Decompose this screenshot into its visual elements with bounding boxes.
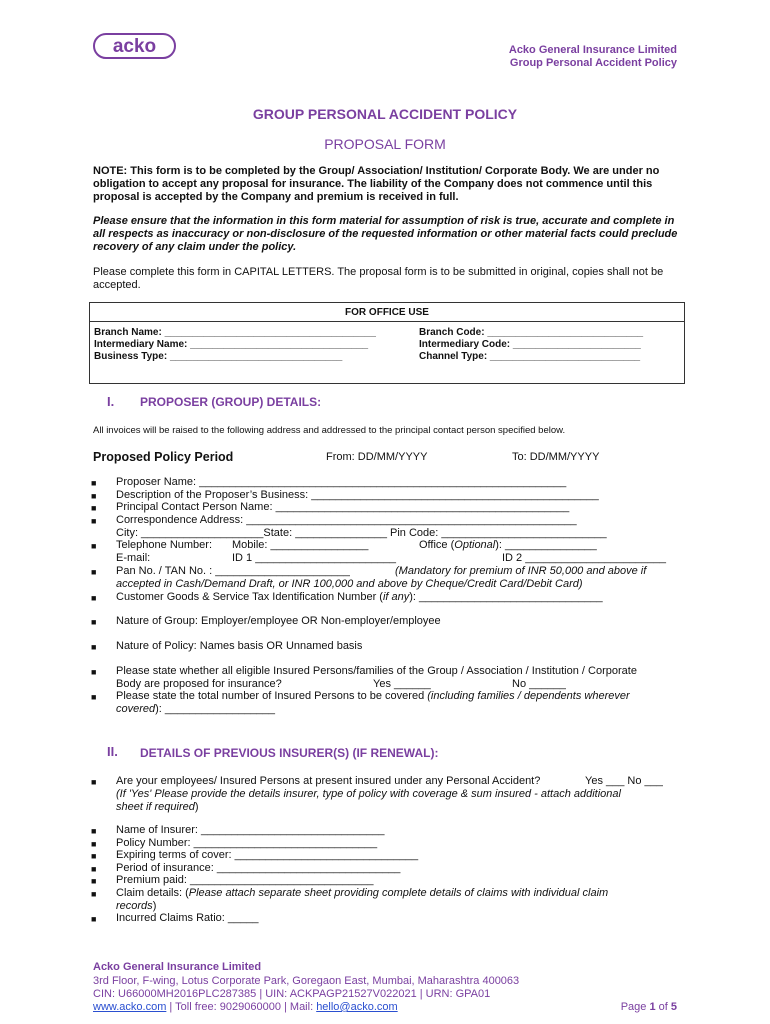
claim-details-field-2: records) <box>116 900 157 912</box>
bullet: ■ <box>91 777 97 787</box>
email-id1-field[interactable]: ID 1 _______________________ <box>232 552 396 564</box>
office-use-title: FOR OFFICE USE <box>345 307 429 318</box>
correspondence-address-field[interactable]: Correspondence Address: ______________________________________________________ <box>116 514 577 526</box>
nature-of-group[interactable]: Nature of Group: Employer/employee OR Non-employer/employee <box>116 615 441 627</box>
office-use-divider <box>90 321 684 322</box>
email-id2-field[interactable]: ID 2 _______________________ <box>502 552 666 564</box>
existing-insurance-note: (If 'Yes' Please provide the details insurer, type of policy with coverage & sum insured - attach additional <box>116 788 621 800</box>
eligible-question: Please state whether all eligible Insured Persons/families of the Group / Association / Institution / Corporate <box>116 665 637 677</box>
ensure-paragraph: Please ensure that the information in this form material for assumption of risk is true, accurate and complete in all respects as inaccuracy or non-disclosure of the requested information or other material facts could preclude recovery of any claim under the policy. <box>93 215 678 253</box>
proposer-name-field[interactable]: Proposer Name: ____________________________________________________________ <box>116 476 567 488</box>
existing-insurance-yes-no[interactable]: Yes ___ No ___ <box>585 775 663 787</box>
footer-contact <box>93 1001 398 1013</box>
existing-insurance-question: Are your employees/ Insured Persons at present insured under any Personal Accident? <box>116 775 541 787</box>
bullet: ■ <box>91 541 97 551</box>
eligible-yes-field[interactable]: Yes ______ <box>373 678 431 690</box>
insurer-name-field[interactable]: Name of Insurer: ______________________________ <box>116 824 385 836</box>
nature-of-policy[interactable]: Nature of Policy: Names basis OR Unnamed basis <box>116 640 363 652</box>
footer-company: Acko General Insurance Limited <box>93 961 262 973</box>
page-subtitle: PROPOSAL FORM <box>324 136 446 152</box>
office-phone-field[interactable]: Office (Optional): _______________ <box>419 539 597 551</box>
mail-link[interactable]: hello@acko.com <box>316 1001 398 1013</box>
header-policy: Group Personal Accident Policy <box>509 57 677 69</box>
intermediary-code-field[interactable]: Intermediary Code: _______________________ <box>419 339 641 350</box>
bullet: ■ <box>91 503 97 513</box>
bullet: ■ <box>91 667 97 677</box>
eligible-question-2: Body are proposed for insurance? <box>116 678 282 690</box>
pan-mandatory-note-2: accepted in Cash/Demand Draft, or INR 100,000 and above by Cheque/Credit Card/Debit Card) <box>116 578 583 590</box>
footer-tollfree: | Toll free: 9029060000 | Mail: <box>166 1001 317 1013</box>
bullet: ■ <box>91 478 97 488</box>
city-state-pin-field[interactable]: City: ____________________State: _______________ Pin Code: ___________________________ <box>116 527 607 539</box>
contact-person-field[interactable]: Principal Contact Person Name: ________________________________________________ <box>116 501 570 513</box>
period-from-field[interactable]: From: DD/MM/YYYY <box>326 451 428 463</box>
footer-address: 3rd Floor, F-wing, Lotus Corporate Park, Goregaon East, Mumbai, Maharashtra 400063 <box>93 975 520 987</box>
mobile-field[interactable]: Mobile: ________________ <box>232 539 369 551</box>
business-description-field[interactable]: Description of the Proposer’s Business: _______________________________________________ <box>116 489 599 501</box>
pan-tan-field[interactable]: Pan No. / TAN No. : ______________________ <box>116 565 350 577</box>
expiring-terms-field[interactable]: Expiring terms of cover: ______________________________ <box>116 849 419 861</box>
bullet: ■ <box>91 567 97 577</box>
channel-type-field[interactable]: Channel Type: ___________________________ <box>419 351 641 362</box>
period-to-field[interactable]: To: DD/MM/YYYY <box>512 451 600 463</box>
total-insured-question: Please state the total number of Insured Persons to be covered (including families / dependents wherever <box>116 690 630 702</box>
website-link[interactable]: www.acko.com <box>93 1001 167 1013</box>
claim-details-field[interactable]: Claim details: (Please attach separate sheet providing complete details of claims with individual claim <box>116 887 609 899</box>
acko-logo <box>93 33 176 59</box>
footer-cin: CIN: U66000MH2016PLC287385 | UIN: ACKPAGP21527V022021 | URN: GPA01 <box>93 988 491 1000</box>
office-use-box <box>89 302 685 384</box>
bullet: ■ <box>91 593 97 603</box>
policy-period-label: Proposed Policy Period <box>93 450 234 464</box>
section1-title: PROPOSER (GROUP) DETAILS: <box>140 395 322 409</box>
section2-number: II. <box>107 744 118 759</box>
section1-number: I. <box>107 394 115 409</box>
total-insured-field[interactable]: covered): __________________ <box>116 703 276 715</box>
header-company: Acko General Insurance Limited <box>508 44 677 56</box>
note-paragraph: NOTE: This form is to be completed by the Group/ Association/ Institution/ Corporate Body. We are under no obligation to accept any proposal for insurance. The liability of the Company does not commence until this proposal is accepted by the Company and premium is received in full. <box>93 165 660 203</box>
business-type-field[interactable]: Business Type: _______________________________ <box>94 351 343 362</box>
page-number: Page 1 of 5 <box>620 1001 677 1013</box>
bullet: ■ <box>91 889 97 899</box>
capital-letters-paragraph: Please complete this form in CAPITAL LETTERS. The proposal form is to be submitted in original, copies shall not be accepted. <box>93 266 664 291</box>
bullet: ■ <box>91 617 97 627</box>
section2-title: DETAILS OF PREVIOUS INSURER(S) (IF RENEWAL): <box>140 746 439 760</box>
bullet: ■ <box>91 864 97 874</box>
bullet: ■ <box>91 826 97 836</box>
bullet: ■ <box>91 692 97 702</box>
pan-mandatory-note: (Mandatory for premium of INR 50,000 and above if <box>395 565 647 577</box>
invoice-note: All invoices will be raised to the following address and addressed to the principal contact person specified below. <box>93 425 566 436</box>
gst-field[interactable]: Customer Goods & Service Tax Identification Number (if any): ______________________________ <box>116 591 603 603</box>
bullet: ■ <box>91 851 97 861</box>
bullet: ■ <box>91 516 97 526</box>
telephone-label: Telephone Number: <box>116 539 213 551</box>
incurred-claims-ratio-field[interactable]: Incurred Claims Ratio: _____ <box>116 912 259 924</box>
branch-name-field[interactable]: Branch Name: ______________________________________ <box>94 327 376 338</box>
period-of-insurance-field[interactable]: Period of insurance: ______________________________ <box>116 862 401 874</box>
page-title: GROUP PERSONAL ACCIDENT POLICY <box>252 106 518 122</box>
eligible-no-field[interactable]: No ______ <box>512 678 566 690</box>
header-info <box>509 44 677 70</box>
branch-code-field[interactable]: Branch Code: ____________________________ <box>419 327 644 338</box>
bullet: ■ <box>91 642 97 652</box>
logo-text: acko <box>112 36 157 57</box>
bullet: ■ <box>91 491 97 501</box>
email-label: E-mail: <box>116 552 151 564</box>
bullet: ■ <box>91 876 97 886</box>
existing-insurance-note-2: sheet if required) <box>116 801 199 813</box>
policy-number-field[interactable]: Policy Number: ______________________________ <box>116 837 378 849</box>
bullet: ■ <box>91 839 97 849</box>
bullet: ■ <box>91 914 97 924</box>
premium-paid-field[interactable]: Premium paid: ______________________________ <box>116 874 374 886</box>
intermediary-name-field[interactable]: Intermediary Name: ________________________________ <box>94 339 369 350</box>
